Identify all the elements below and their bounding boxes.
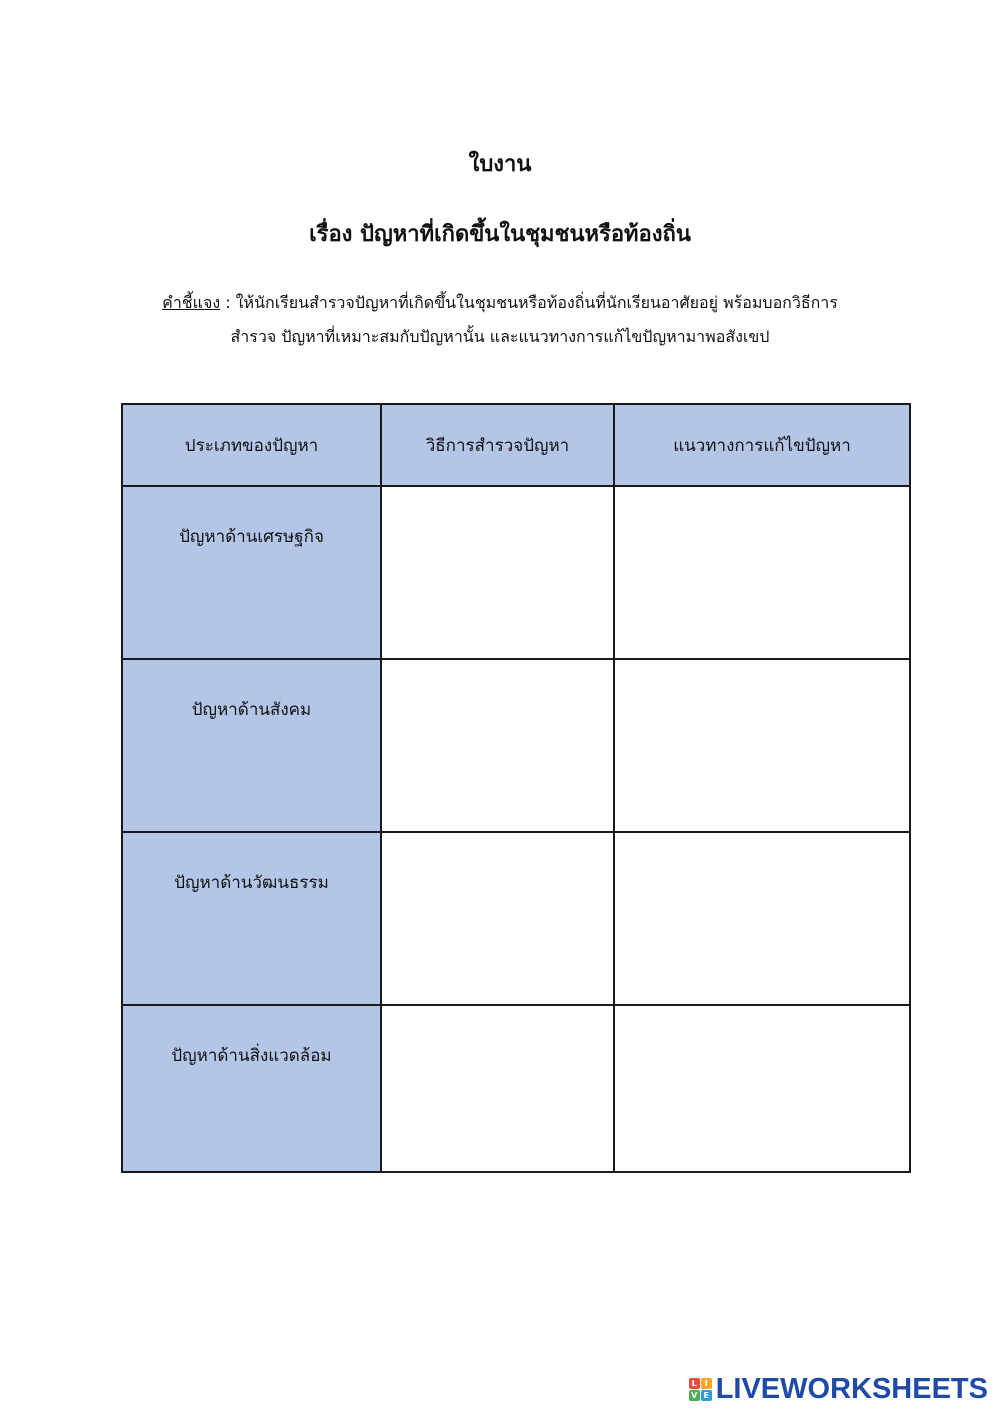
subject-title: เรื่อง ปัญหาที่เกิดขึ้นในชุมชนหรือท้องถิ่น <box>309 222 691 247</box>
logo-tile: L <box>689 1378 700 1389</box>
table-row <box>122 832 910 1005</box>
table-header-row <box>122 404 910 486</box>
instructions-line-1 <box>120 286 880 320</box>
instructions-text-1: ให้นักเรียนสำรวจปัญหาที่เกิดขึ้นในชุมชนหรือท้องถิ่นที่นักเรียนอาศัยอยู่ พร้อมบอกวิธีการ <box>235 293 838 312</box>
worksheet-table <box>121 403 911 1173</box>
society-solution-cell[interactable] <box>614 659 910 832</box>
culture-solution-cell[interactable] <box>614 832 910 1005</box>
header-problem-type: ประเภทของปัญหา <box>122 404 381 486</box>
header-solution: แนวทางการแก้ไขปัญหา <box>614 404 910 486</box>
environment-solution-cell[interactable] <box>614 1005 910 1172</box>
brand-text: LIVEWORKSHEETS <box>715 1373 988 1405</box>
culture-method-cell[interactable] <box>381 832 614 1005</box>
table-row <box>122 659 910 832</box>
society-method-cell[interactable] <box>381 659 614 832</box>
table-row <box>122 486 910 659</box>
row-label-economy: ปัญหาด้านเศรษฐกิจ <box>122 486 381 659</box>
instructions-label: คำชี้แจง <box>162 293 221 312</box>
page-title: ใบงาน <box>468 152 532 177</box>
economy-method-cell[interactable] <box>381 486 614 659</box>
instructions-line-2: สำรวจ ปัญหาที่เหมาะสมกับปัญหานั้น และแนวทางการแก้ไขปัญหามาพอสังเขป <box>230 327 770 346</box>
table-row <box>122 1005 910 1172</box>
row-label-society: ปัญหาด้านสังคม <box>122 659 381 832</box>
environment-method-cell[interactable] <box>381 1005 614 1172</box>
row-label-culture: ปัญหาด้านวัฒนธรรม <box>122 832 381 1005</box>
header-survey-method: วิธีการสำรวจปัญหา <box>381 404 614 486</box>
liveworksheets-logo-icon <box>689 1378 712 1401</box>
logo-tile: V <box>689 1390 700 1401</box>
liveworksheets-brand <box>689 1374 988 1404</box>
logo-tile: E <box>701 1390 712 1401</box>
economy-solution-cell[interactable] <box>614 486 910 659</box>
instructions <box>120 286 880 354</box>
logo-tile: I <box>701 1378 712 1389</box>
row-label-environment: ปัญหาด้านสิ่งแวดล้อม <box>122 1005 381 1172</box>
instructions-separator: : <box>220 293 236 312</box>
